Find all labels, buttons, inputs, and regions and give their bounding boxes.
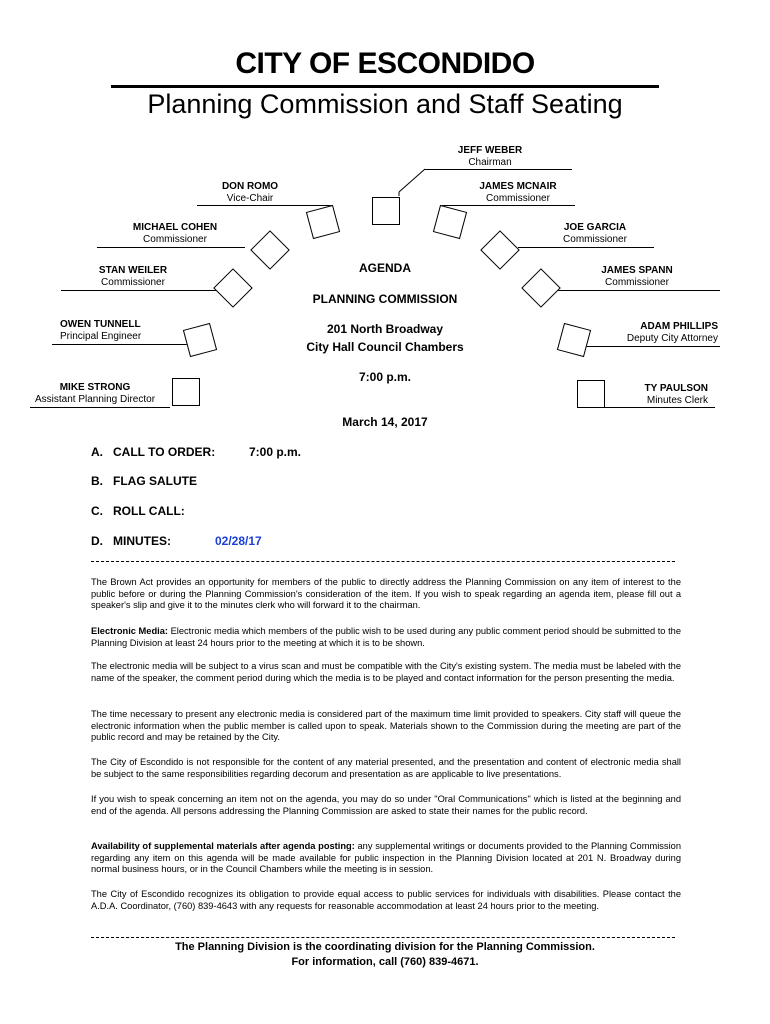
seat-role: Vice-Chair (226, 193, 274, 204)
divider (91, 937, 675, 938)
notice-ada: The City of Escondido recognizes its obligation to provide equal access to public services for individuals with disabilities. Please contact the A.D.A. Coordinator, (760) 839-4643 with any requests for reasonable accommodation at least 24 hours prior to the meeting. (91, 889, 681, 911)
seat-role: Commissioner (563, 234, 627, 245)
page-subtitle: Planning Commission and Staff Seating (147, 89, 623, 119)
notice-brown-act: The Brown Act provides an opportunity for members of the public to directly address the Planning Commission on any item of interest to the public before or during the Planning Commission's consideration of the item. If you wish to speak regarding an agenda item, please fill out a speaker's slip and give it to the minutes clerk who will forward it to the chairman. (91, 577, 681, 611)
seat-role: Commissioner (101, 277, 165, 288)
seat-name: OWEN TUNNELL (60, 319, 141, 330)
agenda-item-roll-call (91, 504, 185, 518)
agenda-body: PLANNING COMMISSION (312, 292, 458, 306)
notice-supplemental (91, 841, 681, 876)
seat-name: MICHAEL COHEN (132, 222, 218, 233)
footer-line2: For information, call (760) 839-4671. (291, 956, 479, 968)
notice-virus-scan: The electronic media will be subject to a virus scan and must be compatible with the City's existing system. The media must be labeled with the name of the speaker, the comment period during which the media is to be played and contact information for the person presenting the media. (91, 661, 681, 683)
minutes-link[interactable]: 02/28/17 (215, 534, 262, 548)
agenda-item-call-to-order (91, 445, 302, 459)
item-label: FLAG SALUTE (113, 474, 197, 488)
footer-line1: The Planning Division is the coordinating division for the Planning Commission. (175, 941, 595, 953)
seat-name: MIKE STRONG (59, 382, 131, 393)
notice-text: any supplemental writings or documents provided to the Planning Commission regarding any item on this agenda will be made available for public inspection in the Planning Division located at 201 N. Broadway during normal business hours, or in the Council Chambers while the meeting is in session. (91, 841, 681, 875)
seat-name: STAN WEILER (98, 265, 168, 276)
divider (91, 561, 675, 562)
notice-label: Electronic Media: (91, 626, 168, 636)
seat-role: Commissioner (486, 193, 550, 204)
item-value: 7:00 p.m. (249, 445, 302, 459)
seat-name: DON ROMO (221, 181, 279, 192)
item-letter: A. (91, 445, 103, 459)
chair-icon (172, 378, 200, 406)
seat-role: Principal Engineer (60, 331, 142, 342)
notice-time-limit: The time necessary to present any electronic media is considered part of the maximum time limit provided to speakers. City staff will queue the electronic information when the public member is called upon to speak. Materials shown to the Commission during the meeting are part of the public record and may be retained by the City. (91, 709, 681, 743)
seat-role: Chairman (468, 157, 512, 168)
item-letter: B. (91, 474, 103, 488)
page-title: CITY OF ESCONDIDO (235, 47, 535, 80)
chair-icon (577, 380, 605, 408)
seat-role: Deputy City Attorney (626, 333, 718, 344)
agenda-date: March 14, 2017 (342, 415, 428, 429)
seat-name: TY PAULSON (644, 383, 708, 394)
notice-text: Electronic media which members of the public wish to be used during any public comment period should be submitted to the Planning Division at least 24 hours prior to the meeting at which it is to be shown. (91, 626, 681, 648)
seat-role: Minutes Clerk (646, 395, 708, 406)
seat-name: JAMES MCNAIR (479, 181, 557, 192)
seat-name: JAMES SPANN (601, 265, 673, 276)
seat-role: Commissioner (143, 234, 207, 245)
agenda-address-line2: City Hall Council Chambers (306, 340, 464, 354)
item-label: MINUTES: (113, 534, 171, 548)
item-label: ROLL CALL: (113, 504, 185, 518)
seat-role: Assistant Planning Director (34, 394, 156, 405)
notice-label: Availability of supplemental materials after agenda posting: (91, 841, 355, 851)
agenda-item-flag-salute (91, 474, 197, 488)
agenda-item-minutes (91, 534, 262, 548)
seat-name: JOE GARCIA (563, 222, 627, 233)
seat-role: Commissioner (605, 277, 669, 288)
notice-electronic-media (91, 626, 681, 649)
seat-name: JEFF WEBER (457, 145, 523, 156)
seat-name: ADAM PHILLIPS (640, 321, 718, 332)
item-label: CALL TO ORDER: (113, 445, 216, 459)
agenda-heading: AGENDA (358, 261, 411, 275)
chair-icon (372, 197, 400, 225)
item-letter: D. (91, 534, 103, 548)
agenda-address-line1: 201 North Broadway (326, 322, 444, 336)
item-letter: C. (91, 504, 103, 518)
notice-oral-communications: If you wish to speak concerning an item not on the agenda, you may do so under "Oral Communications" which is listed at the beginning and end of the agenda. All persons addressing the Planning Commission are asked to state their names for the public record. (91, 794, 681, 816)
notice-responsibility: The City of Escondido is not responsible for the content of any material presented, and the presentation and content of electronic media shall be subject to the same responsibilities regarding decorum and presentation as are applicable to live presentations. (91, 757, 681, 779)
agenda-time: 7:00 p.m. (358, 370, 412, 384)
